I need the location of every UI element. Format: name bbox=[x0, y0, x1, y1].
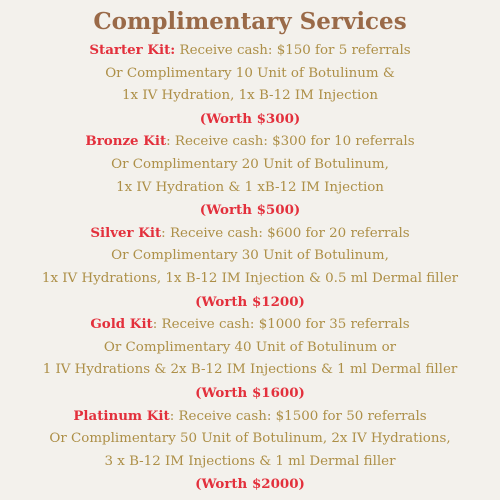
kit-detail: Or Complimentary 50 Unit of Botulinum, 2x IV Hydrations, bbox=[49, 431, 451, 447]
kit-detail: 3 x B-12 IM Injections & 1 ml Dermal filler bbox=[104, 453, 396, 469]
kit-offer-line bbox=[0, 222, 500, 246]
kit-name: Starter Kit: bbox=[89, 42, 176, 58]
kit-bronze bbox=[0, 130, 500, 221]
kit-worth: (Worth $300) bbox=[199, 110, 301, 127]
kit-detail: Or Complimentary 20 Unit of Botulinum, bbox=[111, 156, 389, 172]
kit-starter bbox=[0, 39, 500, 130]
kit-silver bbox=[0, 222, 500, 313]
kit-worth: (Worth $500) bbox=[199, 202, 301, 219]
kit-platinum bbox=[0, 405, 500, 496]
kit-offer: : Receive cash: $1500 for 50 referrals bbox=[169, 408, 427, 424]
kit-offer-line bbox=[0, 130, 500, 154]
kit-detail: 1 IV Hydrations & 2x B-12 IM Injections & 1 ml Dermal filler bbox=[42, 362, 458, 378]
kit-name: Platinum Kit bbox=[73, 407, 170, 424]
kit-worth: (Worth $1200) bbox=[195, 293, 305, 310]
kit-offer: Receive cash: $150 for 5 referrals bbox=[175, 43, 411, 58]
kit-detail: 1x IV Hydrations, 1x B-12 IM Injection & 0.5 ml Dermal filler bbox=[41, 270, 459, 286]
kit-detail: 1x IV Hydration & 1 xB-12 IM Injection bbox=[116, 179, 384, 195]
kit-offer: : Receive cash: $300 for 10 referrals bbox=[166, 134, 415, 150]
kit-detail: Or Complimentary 30 Unit of Botulinum, bbox=[111, 248, 389, 264]
kit-offer-line bbox=[0, 39, 500, 63]
kit-offer-line bbox=[0, 405, 500, 429]
kit-offer: : Receive cash: $1000 for 35 referrals bbox=[152, 317, 410, 333]
kit-offer-line bbox=[0, 313, 500, 337]
kit-detail: 1x IV Hydration, 1x B-12 IM Injection bbox=[122, 88, 378, 104]
page-title: Complimentary Services bbox=[93, 8, 407, 35]
kit-name: Silver Kit bbox=[90, 224, 162, 241]
kit-worth: (Worth $2000) bbox=[195, 476, 305, 493]
kit-offer: : Receive cash: $600 for 20 referrals bbox=[161, 225, 410, 241]
kit-detail: Or Complimentary 10 Unit of Botulinum & bbox=[105, 65, 395, 81]
kit-detail: Or Complimentary 40 Unit of Botulinum or bbox=[103, 339, 397, 355]
kit-name: Bronze Kit bbox=[85, 133, 167, 150]
kit-gold bbox=[0, 313, 500, 404]
kit-name: Gold Kit bbox=[90, 316, 153, 333]
kit-worth: (Worth $1600) bbox=[195, 384, 305, 401]
